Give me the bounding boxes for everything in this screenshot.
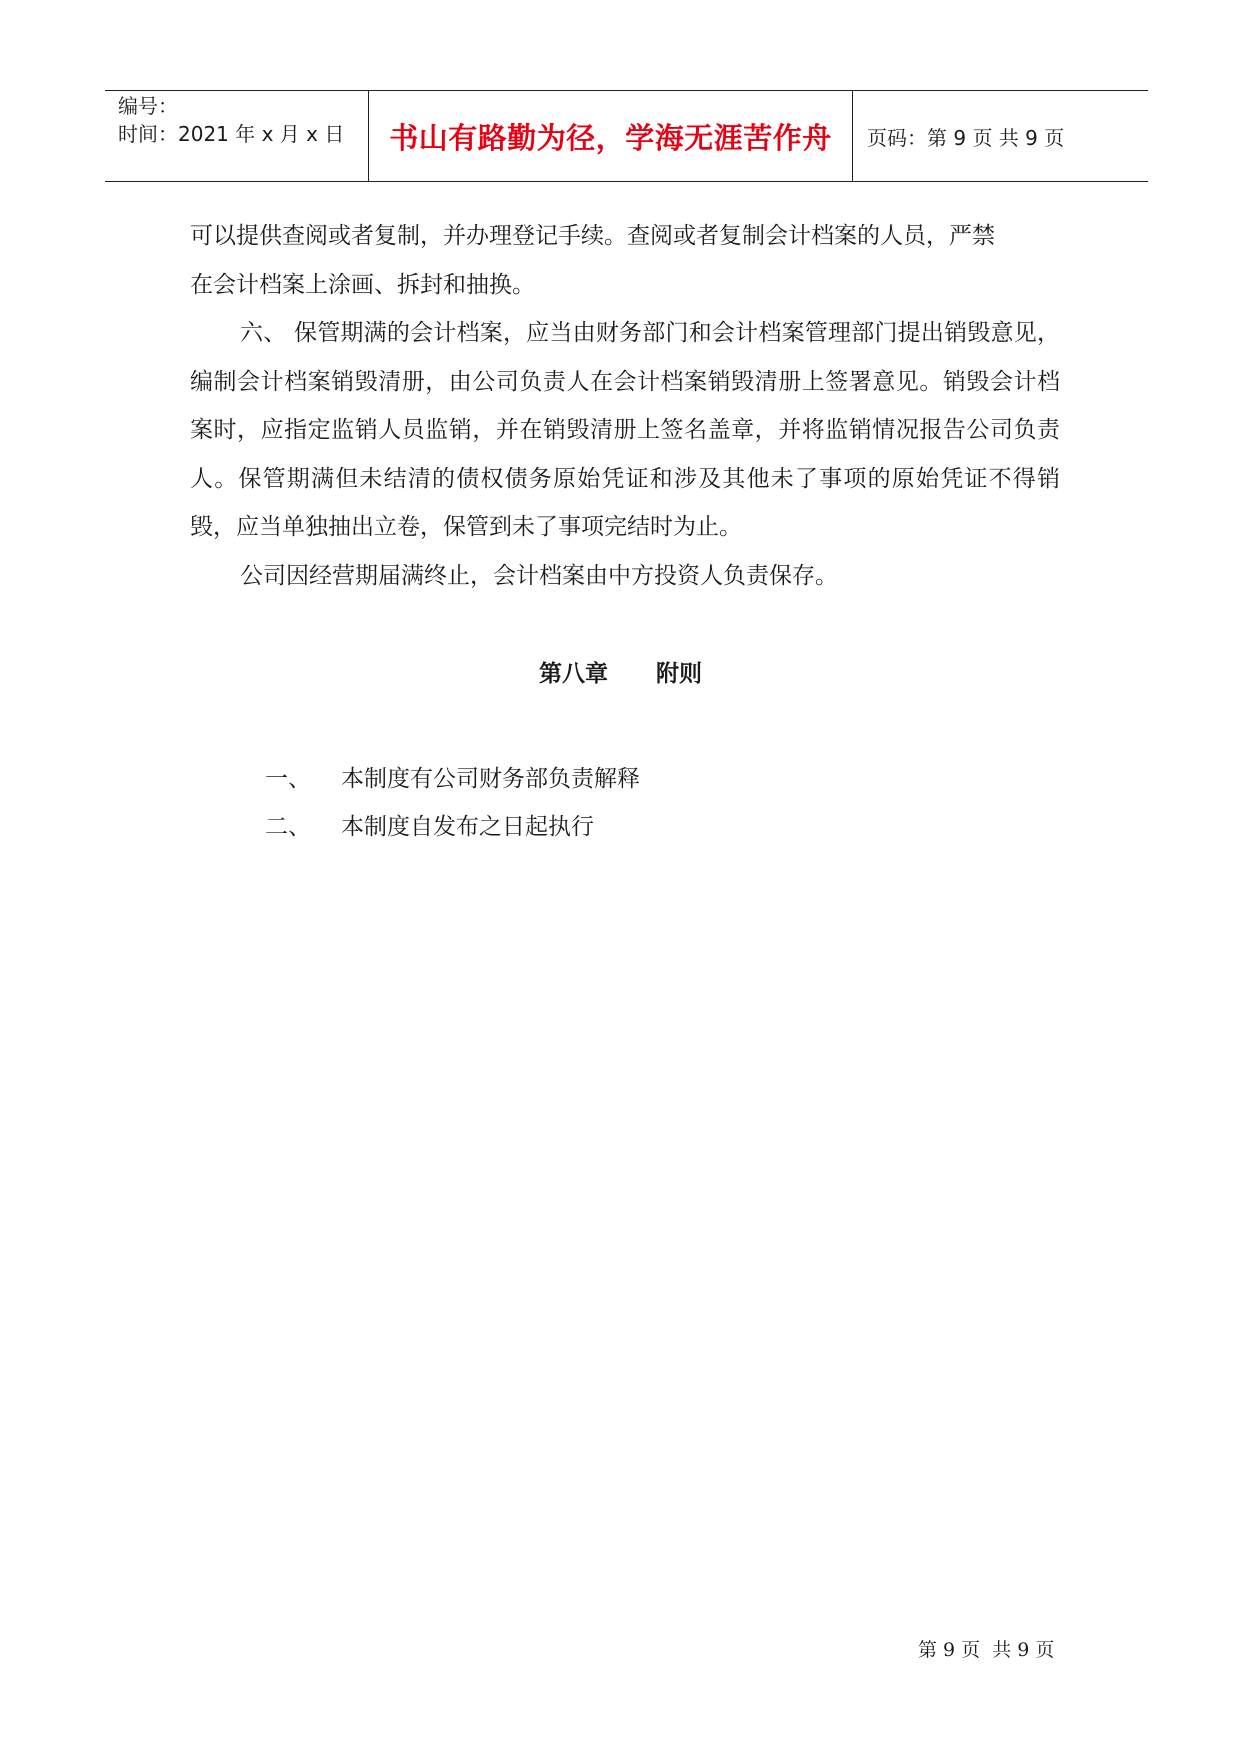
- article-text: 本制度自发布之日起执行: [341, 814, 594, 840]
- document-time-label: 时间：2021 年 x 月 x 日: [118, 122, 345, 146]
- document-header: [105, 90, 1148, 182]
- header-motto-cell: [369, 91, 853, 181]
- header-page-code: 页码：第 9 页 共 9 页: [867, 125, 1065, 150]
- page-footer: 第 9 页 共 9 页: [918, 1639, 1055, 1661]
- header-page-cell: [853, 91, 1148, 181]
- header-motto: 书山有路勤为径，学海无涯苦作舟: [389, 120, 832, 155]
- article-item: [265, 808, 594, 841]
- paragraph-continuation-line-1: 可以提供查阅或者复制，并办理登记手续。查阅或者复制会计档案的人员，严禁: [190, 223, 995, 249]
- paragraph-clause-six: 六、 保管期满的会计档案，应当由财务部门和会计档案管理部门提出销毁意见，编制会计档案销毁清册，由公司负责人在会计档案销毁清册上签署意见。销毁会计档案时，应指定监销人员监销，并在销毁清册上签名盖章，并将监销情况报告公司负责人。保管期满但未结清的债权债务原始凭证和涉及其他未了事项的原始凭证不得销毁，应当单独抽出立卷，保管到未了事项完结时为止。: [190, 320, 1060, 540]
- article-text: 本制度有公司财务部负责解释: [341, 766, 640, 792]
- article-number: 二、: [265, 814, 311, 840]
- chapter-title: 第八章 附则: [538, 661, 703, 687]
- paragraph-archive-storage: 公司因经营期届满终止，会计档案由中方投资人负责保存。: [240, 562, 838, 589]
- article-number: 一、: [265, 766, 311, 792]
- header-meta-cell: [105, 91, 369, 181]
- article-item: [265, 760, 640, 793]
- document-number-label: 编号：: [118, 94, 178, 118]
- paragraph-continuation-line-2: 在会计档案上涂画、拆封和抽换。: [190, 271, 535, 298]
- body-section-1: [190, 212, 1060, 600]
